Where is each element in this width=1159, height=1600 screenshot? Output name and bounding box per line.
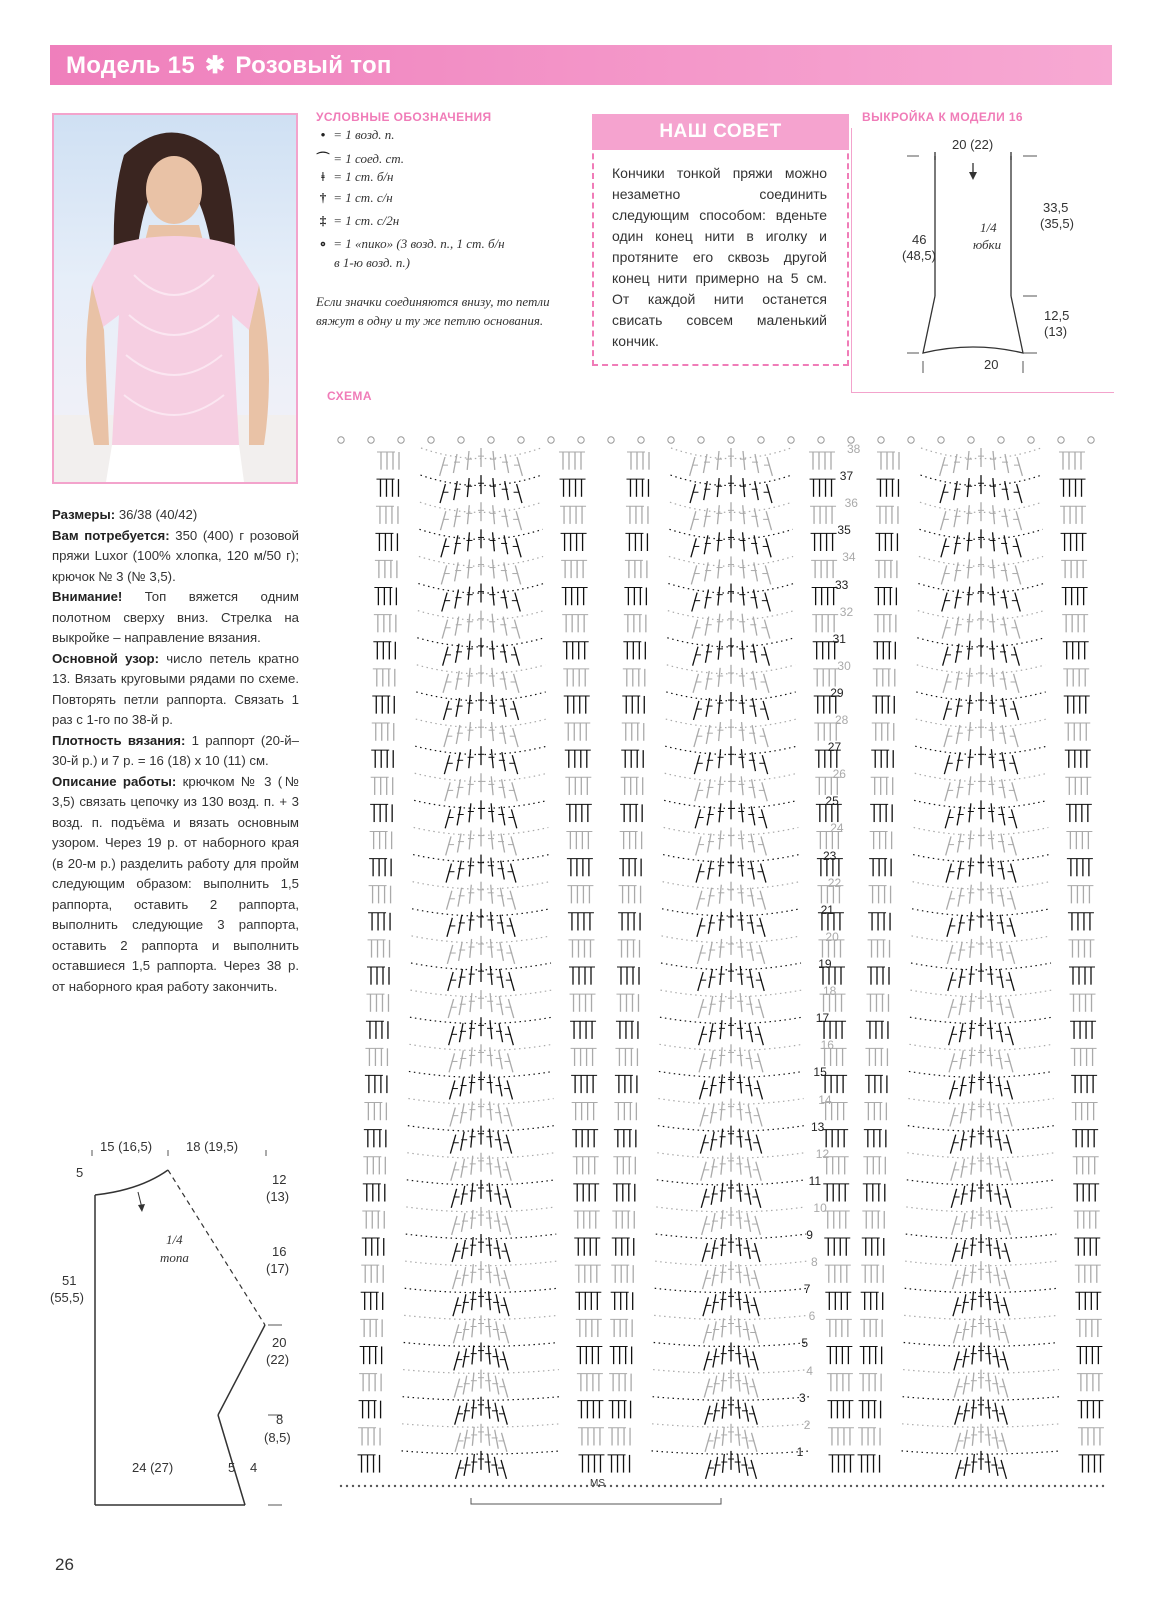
chart-row-number: 8 bbox=[811, 1255, 818, 1270]
p16-center-label-2: юбки bbox=[973, 237, 1002, 252]
single-crochet-icon: ǂ bbox=[321, 169, 325, 184]
p15-neck-dim: 5 bbox=[76, 1165, 84, 1180]
tip-text: Кончики тонкой пряжи можно незаметно соединить следующим способом: вденьте один конец нити в иголку и протяните его сквозь другой конец нити примерно на 5 см. От каждой нити останется свисать совсем маленький кончик. bbox=[612, 165, 827, 349]
p15-r4-dim-alt: (8,5) bbox=[264, 1430, 291, 1445]
p15-bottom-dim: 24 (27) bbox=[132, 1460, 174, 1475]
p16-right-bottom-dim: 12,5 bbox=[1044, 308, 1070, 323]
chart-row-number: 16 bbox=[820, 1038, 834, 1053]
density-paragraph bbox=[52, 731, 299, 772]
density-label: Плотность вязания: bbox=[52, 732, 186, 748]
model-label: Модель 15 bbox=[66, 52, 195, 79]
p15-top-left-dim: 15 (16,5) bbox=[100, 1139, 153, 1154]
legend-label: = 1 ст. б/н bbox=[333, 169, 394, 184]
p15-r3-dim-alt: (22) bbox=[266, 1352, 290, 1367]
p15-r3-dim: 20 bbox=[272, 1335, 287, 1350]
legend-label: = 1 ст. с/н bbox=[333, 190, 393, 205]
chart-row-number: 18 bbox=[823, 984, 837, 999]
legend-item bbox=[316, 190, 571, 213]
model-title: Розовый топ bbox=[235, 52, 392, 79]
chart-row-number: 3 bbox=[799, 1390, 806, 1405]
page-number: 26 bbox=[55, 1555, 74, 1574]
legend-item bbox=[316, 255, 571, 277]
p16-top-dim: 20 (22) bbox=[952, 137, 994, 152]
chart-row-number: 21 bbox=[820, 902, 834, 917]
legend-label: = 1 соед. ст. bbox=[333, 151, 405, 166]
model-photo bbox=[52, 113, 298, 484]
p15-r2-dim-alt: (17) bbox=[266, 1261, 290, 1276]
pattern16-title: ВЫКРОЙКА К МОДЕЛИ 16 bbox=[862, 110, 1023, 124]
legend-list bbox=[316, 127, 571, 277]
p15-center-label-2: топа bbox=[160, 1250, 189, 1265]
chart-row-number: 20 bbox=[825, 929, 839, 944]
pattern-paragraph bbox=[52, 649, 299, 731]
p15-r2-dim: 16 bbox=[272, 1244, 287, 1259]
chart-row-number: 38 bbox=[847, 442, 861, 456]
p16-left-dim: 46 bbox=[912, 232, 927, 247]
chart-row-number: 19 bbox=[818, 957, 832, 971]
chart-row-number: 13 bbox=[811, 1119, 825, 1134]
chart-row-number: 35 bbox=[837, 523, 851, 538]
sizes-label: Размеры: bbox=[52, 507, 116, 522]
double-crochet-icon: † bbox=[319, 190, 327, 205]
chart-ms-label: MS bbox=[590, 1478, 605, 1489]
p15-r1-dim-alt: (13) bbox=[266, 1189, 290, 1204]
model-photo-illustration bbox=[54, 115, 296, 482]
p15-bottom-5-dim: 5 bbox=[228, 1460, 236, 1475]
chart-row-number: 24 bbox=[830, 821, 844, 836]
chart-row-number: 27 bbox=[827, 740, 842, 755]
p15-center-label: 1/4 bbox=[166, 1232, 183, 1247]
materials-paragraph bbox=[52, 526, 299, 588]
tip-title: НАШ СОВЕТ bbox=[592, 114, 849, 150]
work-label: Описание работы: bbox=[52, 773, 177, 789]
chart-row-number: 11 bbox=[808, 1173, 822, 1188]
attention-value: Топ вяжется одним полотном сверху вниз. Стрелка на выкройке – направление вязания. bbox=[52, 589, 299, 645]
crochet-chart bbox=[321, 418, 1114, 1508]
treble-crochet-icon: ‡ bbox=[319, 213, 327, 228]
chart-row-number: 22 bbox=[827, 875, 842, 890]
chart-row-number: 12 bbox=[815, 1146, 830, 1161]
chart-row-number: 26 bbox=[832, 767, 846, 782]
density-value: 1 раппорт (20-й–30-й р.) и 7 р. = 16 (18) х 10 (11) см. bbox=[52, 732, 299, 768]
legend-item bbox=[316, 148, 571, 169]
chart-row-number: 4 bbox=[806, 1363, 813, 1378]
top-pattern-drawing bbox=[50, 1150, 320, 1510]
skirt-pattern-drawing bbox=[851, 128, 1113, 392]
pattern-label: Основной узор: bbox=[52, 650, 159, 666]
sizes-value: 36/38 (40/42) bbox=[115, 507, 198, 522]
chart-row-number: 31 bbox=[832, 631, 846, 646]
legend-item bbox=[316, 127, 571, 148]
chart-row-number: 7 bbox=[803, 1282, 811, 1297]
chart-row-number: 5 bbox=[801, 1336, 809, 1351]
p15-top-right-dim: 18 (19,5) bbox=[186, 1139, 239, 1154]
page-title bbox=[66, 51, 392, 80]
chart-row-number: 32 bbox=[839, 604, 854, 619]
p16-right-bottom-dim-alt: (13) bbox=[1044, 324, 1068, 339]
legend-label: = 1 «пико» (3 возд. п., 1 ст. б/н bbox=[333, 236, 505, 251]
p15-bottom-4-dim: 4 bbox=[250, 1460, 258, 1475]
sizes-paragraph bbox=[52, 505, 299, 526]
p15-r1-dim: 12 bbox=[272, 1172, 287, 1187]
legend-label: в 1-ю возд. п.) bbox=[334, 255, 410, 270]
materials-label: Вам потребуется: bbox=[52, 527, 170, 543]
p16-center-label: 1/4 bbox=[980, 220, 997, 235]
chart-row-number: 33 bbox=[835, 577, 849, 592]
chart-row-number: 6 bbox=[808, 1309, 816, 1324]
chart-row-number: 15 bbox=[813, 1065, 827, 1080]
chart-row-number: 28 bbox=[835, 713, 849, 728]
chart-row-number: 29 bbox=[830, 685, 844, 700]
p15-left-dim: 51 bbox=[62, 1273, 77, 1288]
chart-row-number: 34 bbox=[842, 550, 856, 565]
chart-row-number: 23 bbox=[823, 848, 837, 863]
chart-row-number: 9 bbox=[806, 1228, 813, 1243]
chart-row-number: 17 bbox=[815, 1011, 830, 1026]
chart-row-number: 10 bbox=[813, 1200, 827, 1215]
chart-row-number: 2 bbox=[803, 1417, 811, 1432]
legend-label: = 1 возд. п. bbox=[333, 127, 395, 142]
p15-r4-dim: 8 bbox=[276, 1412, 284, 1427]
slip-stitch-icon: ⌒ bbox=[316, 151, 330, 166]
legend-note: Если значки соединяются внизу, то петли вяжут в одну и ту же петлю основания. bbox=[316, 294, 550, 328]
chain-stitch-icon: • bbox=[320, 127, 326, 142]
p16-bottom-dim: 20 bbox=[984, 357, 999, 372]
chart-row-number: 25 bbox=[825, 794, 839, 809]
materials-value: 350 (400) г розовой пряжи Luxor (100% хлопка, 120 м/50 г); крючок № 3 (№ 3,5). bbox=[52, 527, 299, 584]
pattern-value: число петель кратно 13. Вязать круговыми рядами по схеме. Повторять петли раппорта. Связать 1 раз с 1-го по 38-й р. bbox=[52, 650, 299, 727]
chart-row-number: 37 bbox=[839, 469, 854, 484]
legend-item bbox=[316, 169, 571, 190]
work-value: крючком № 3 (№ 3,5) связать цепочку из 130 возд. п. + 3 возд. п. подъёма и вязать основным узором. Через 19 р. от наборного края (в 20-м р.) разделить работу для пройм следующим образом: выполнить 1,5 раппорта, оставить 2 раппорта, выполнить следующие 3 раппорта, оставить 2 раппорта и выполнить оставшиеся 1,5 раппорта. Через 38 р. от наборного края работу закончить. bbox=[52, 773, 299, 994]
picot-icon: ∘ bbox=[318, 236, 328, 251]
legend-title: УСЛОВНЫЕ ОБОЗНАЧЕНИЯ bbox=[316, 110, 492, 124]
p16-right-top-dim: 33,5 bbox=[1043, 200, 1069, 215]
p16-right-top-dim-alt: (35,5) bbox=[1040, 216, 1074, 231]
schema-title: СХЕМА bbox=[327, 389, 372, 403]
p16-left-dim-alt: (48,5) bbox=[902, 248, 936, 263]
chart-row-number: 36 bbox=[844, 496, 858, 511]
legend-item bbox=[316, 213, 571, 236]
chart-row-number: 30 bbox=[837, 658, 851, 673]
chart-row-number: 14 bbox=[818, 1092, 832, 1107]
p15-left-dim-alt: (55,5) bbox=[50, 1290, 84, 1305]
chart-row-number: 1 bbox=[796, 1444, 804, 1459]
attention-label: Внимание! bbox=[52, 589, 123, 604]
legend-label: = 1 ст. с/2н bbox=[333, 213, 400, 228]
star-icon: ✱ bbox=[204, 52, 226, 79]
attention-paragraph bbox=[52, 587, 299, 649]
work-paragraph bbox=[52, 772, 299, 998]
instructions-text bbox=[52, 505, 299, 997]
legend-item bbox=[316, 236, 571, 255]
chart-stitches bbox=[338, 437, 1105, 1504]
